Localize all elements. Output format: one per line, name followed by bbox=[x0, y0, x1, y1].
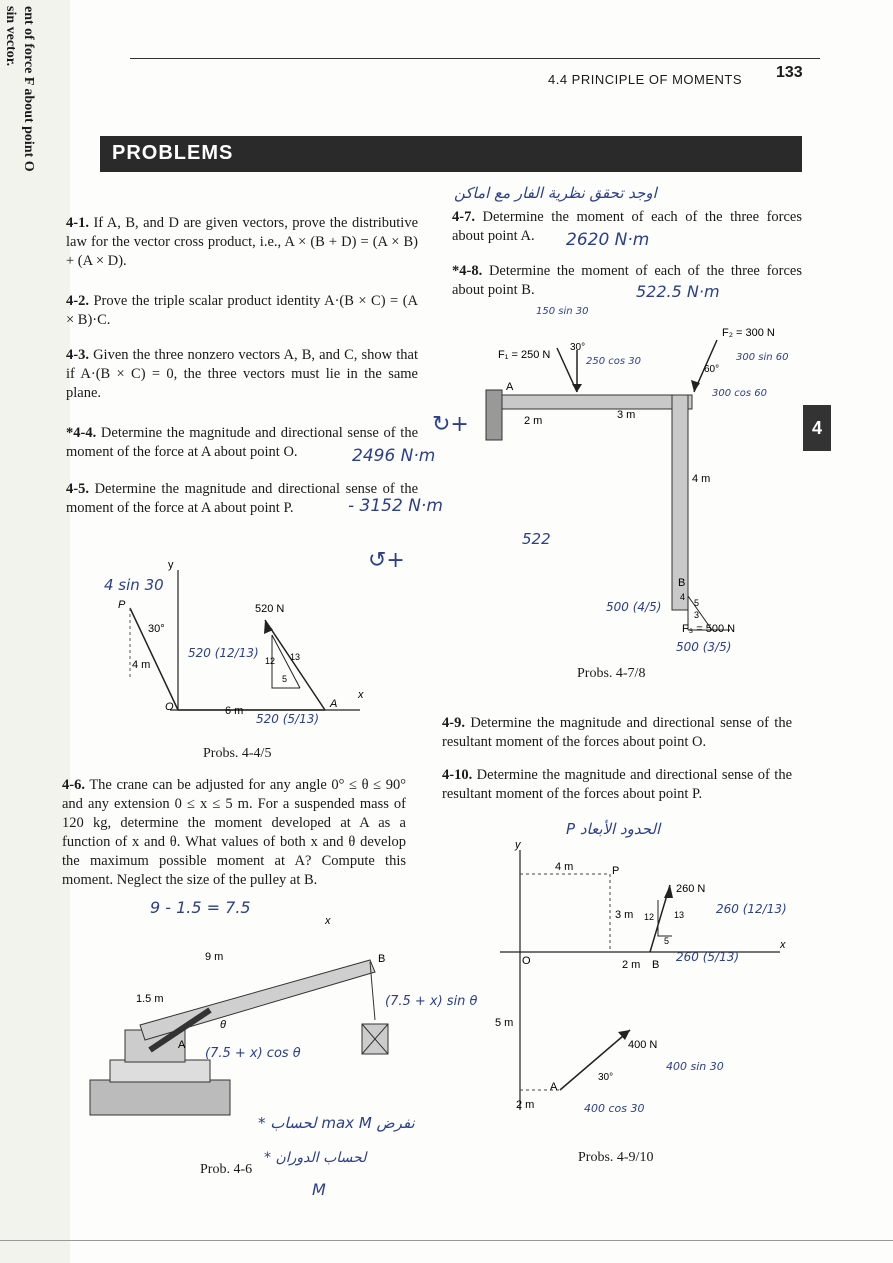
handwritten-answer-4-7: 2620 N·m bbox=[566, 230, 650, 250]
point-p-label: P bbox=[118, 599, 126, 611]
problem-text: Given the three nonzero vectors A, B, and C, show that if A·(B × C) = 0, the three vectors must lie in the same plane. bbox=[66, 347, 418, 401]
section-header: 4.4 PRINCIPLE OF MOMENTS bbox=[548, 72, 743, 87]
note-4sin30: 4 sin 30 bbox=[104, 576, 164, 594]
f3-label: F₃ = 500 N bbox=[682, 623, 736, 635]
note-400cos30: 400 cos 30 bbox=[584, 1102, 645, 1115]
problem-number: 4-1. bbox=[66, 215, 89, 231]
point-b: B bbox=[678, 577, 686, 589]
problem-text: Determine the moment of each of the three forces about point A. bbox=[452, 209, 802, 244]
note-520-5-13: 520 (5/13) bbox=[256, 712, 320, 726]
problem-text: If A, B, and D are given vectors, prove the distributive law for the vector cross product, i.e., A × (B + D) = (A × B) + (A × D). bbox=[66, 215, 419, 269]
margin-text bbox=[20, 6, 36, 172]
point-a: A bbox=[178, 1039, 186, 1051]
problem-4-3 bbox=[66, 346, 418, 403]
point-o: O bbox=[522, 955, 531, 967]
problem-number: *4-8. bbox=[452, 263, 483, 279]
note-arabic-top: اوجد تحقق نظرية الفار مع اماكن bbox=[454, 184, 657, 202]
y-axis-label: y bbox=[168, 560, 174, 571]
dist-3m: 3 m bbox=[617, 409, 636, 421]
force-label: 520 N bbox=[255, 603, 285, 615]
note-522: 522 bbox=[522, 530, 551, 548]
dist-2m: 2 m bbox=[524, 415, 543, 427]
tri-5: 5 bbox=[664, 936, 670, 946]
note-crane-2: (7.5 + x) sin θ bbox=[385, 994, 478, 1009]
note-150sin30: 150 sin 30 bbox=[536, 306, 589, 317]
page-bottom-edge bbox=[0, 1240, 893, 1241]
problem-number: 4-7. bbox=[452, 209, 475, 225]
point-o-label: O bbox=[165, 701, 174, 713]
f2-label: F₂ = 300 N bbox=[722, 327, 775, 339]
note-arabic-p: P الحدود الأبعاد bbox=[566, 820, 661, 838]
problem-number: 4-10. bbox=[442, 767, 473, 783]
span-label: 6 m bbox=[225, 705, 244, 717]
force-260: 260 N bbox=[676, 883, 706, 895]
chapter-tab: 4 bbox=[803, 405, 831, 451]
f1-label: F₁ = 250 N bbox=[498, 349, 551, 361]
problem-text: The crane can be adjusted for any angle 0° ≤ θ ≤ 90° and any extension 0 ≤ x ≤ 5 m. For a suspended mass of 120 kg, determine the moment developed at A as a function of x and θ. What values of both x and θ develop the maximum possible moment at A? Compute this moment. Neglect the size of the pulley at B. bbox=[62, 777, 406, 888]
problem-4-6 bbox=[62, 776, 406, 890]
length-1-5m: 1.5 m bbox=[136, 993, 164, 1005]
point-b: B bbox=[652, 959, 660, 971]
extension-x: x bbox=[325, 915, 331, 927]
height-label: 4 m bbox=[132, 659, 151, 671]
dist-4m: 4 m bbox=[555, 861, 574, 873]
note-250cos30: 250 cos 30 bbox=[586, 356, 641, 367]
dist-4m: 4 m bbox=[692, 473, 711, 485]
problem-number: 4-2. bbox=[66, 293, 89, 309]
note-260-5-13: 260 (5/13) bbox=[676, 950, 740, 964]
tri-4: 4 bbox=[680, 592, 686, 602]
problem-number: 4-3. bbox=[66, 347, 89, 363]
dist-3m: 3 m bbox=[615, 909, 634, 921]
problem-text: Determine the magnitude and directional sense of the moment of the force at A about point P. bbox=[66, 481, 418, 516]
tri-13: 13 bbox=[674, 910, 685, 920]
handwritten-answer-4-4: 2496 N·m bbox=[352, 446, 436, 466]
problem-number: 4-9. bbox=[442, 715, 465, 731]
note-400sin30: 400 sin 30 bbox=[666, 1060, 724, 1073]
note-300cos60: 300 cos 60 bbox=[712, 388, 767, 399]
problem-text: Determine the magnitude and directional sense of the moment of the force at A about point O. bbox=[66, 425, 418, 460]
problem-4-2 bbox=[66, 292, 418, 330]
problem-4-10 bbox=[442, 766, 792, 804]
problem-text: Determine the magnitude and directional sense of the resultant moment of the forces about point P. bbox=[442, 767, 792, 802]
point-a: A bbox=[550, 1081, 558, 1093]
figure-4-6 bbox=[70, 900, 490, 1130]
caption-probs-4-7-8: Probs. 4-7/8 bbox=[577, 666, 646, 681]
note-arabic-bottom-1: * لحساب max M نفرض bbox=[258, 1114, 415, 1132]
problem-text: Prove the triple scalar product identity A·(B × C) = (A × B)·C. bbox=[66, 293, 418, 328]
triangle-5: 5 bbox=[282, 674, 288, 684]
problem-4-1 bbox=[66, 214, 418, 271]
dist-2m-bottom: 2 m bbox=[516, 1099, 535, 1111]
triangle-12: 12 bbox=[265, 656, 276, 666]
triangle-13: 13 bbox=[290, 652, 301, 662]
tri-3: 3 bbox=[694, 610, 700, 620]
margin-text-2 bbox=[2, 6, 18, 66]
note-300sin60: 300 sin 60 bbox=[736, 352, 789, 363]
point-b: B bbox=[378, 953, 386, 965]
rotation-sign-icon-2: ↺+ bbox=[368, 548, 405, 573]
tri-12: 12 bbox=[644, 912, 655, 922]
f1-angle: 30° bbox=[570, 342, 586, 353]
note-arabic-bottom-2: * لحساب الدوران bbox=[264, 1150, 367, 1166]
length-9m: 9 m bbox=[205, 951, 224, 963]
angle-theta: θ bbox=[220, 1019, 226, 1031]
problem-4-8 bbox=[452, 262, 802, 300]
point-a-label: A bbox=[330, 698, 338, 710]
angle-30: 30° bbox=[598, 1072, 614, 1083]
dist-5m: 5 m bbox=[495, 1017, 514, 1029]
note-crane-3: (7.5 + x) cos θ bbox=[205, 1046, 301, 1061]
rotation-sign-icon: ↻+ bbox=[432, 412, 469, 437]
point-a: A bbox=[506, 381, 514, 393]
force-400: 400 N bbox=[628, 1039, 658, 1051]
problem-number: *4-4. bbox=[66, 425, 97, 441]
point-p: P bbox=[612, 865, 620, 877]
x-axis: x bbox=[780, 939, 786, 951]
dist-2m: 2 m bbox=[622, 959, 641, 971]
note-m: M bbox=[312, 1180, 326, 1199]
caption-probs-4-4-5: Probs. 4-4/5 bbox=[203, 746, 272, 761]
caption-prob-4-6: Prob. 4-6 bbox=[200, 1162, 253, 1177]
handwritten-answer-4-5: - 3152 N·m bbox=[348, 496, 443, 516]
note-500-4-5: 500 (4/5) bbox=[606, 600, 662, 614]
y-axis: y bbox=[515, 840, 521, 851]
problem-text: Determine the moment of each of the three forces about point B. bbox=[452, 263, 803, 298]
f2-angle: 60° bbox=[704, 364, 720, 375]
figure-4-9-10 bbox=[480, 840, 800, 1120]
problem-number: 4-6. bbox=[62, 777, 85, 793]
tri-5: 5 bbox=[694, 598, 700, 608]
angle-label: 30° bbox=[148, 623, 165, 635]
header-rule bbox=[130, 58, 820, 59]
problems-title: PROBLEMS bbox=[112, 142, 234, 164]
handwritten-answer-4-8: 522.5 N·m bbox=[636, 282, 720, 301]
problem-number: 4-5. bbox=[66, 481, 89, 497]
margin-text-line-1: ent of force F about point O bbox=[21, 6, 36, 172]
caption-probs-4-9-10: Probs. 4-9/10 bbox=[578, 1150, 654, 1165]
note-500-3-5: 500 (3/5) bbox=[676, 640, 732, 654]
x-axis-label: x bbox=[358, 689, 364, 701]
problem-4-9 bbox=[442, 714, 792, 752]
note-520-12-13: 520 (12/13) bbox=[188, 646, 259, 660]
page-number: 133 bbox=[776, 64, 803, 81]
problem-text: Determine the magnitude and directional sense of the resultant moment of the forces about point O. bbox=[442, 715, 792, 750]
margin-text-line-2: sin vector. bbox=[3, 6, 18, 67]
note-crane-1: 9 - 1.5 = 7.5 bbox=[150, 898, 251, 917]
note-260-12-13: 260 (12/13) bbox=[716, 902, 787, 916]
